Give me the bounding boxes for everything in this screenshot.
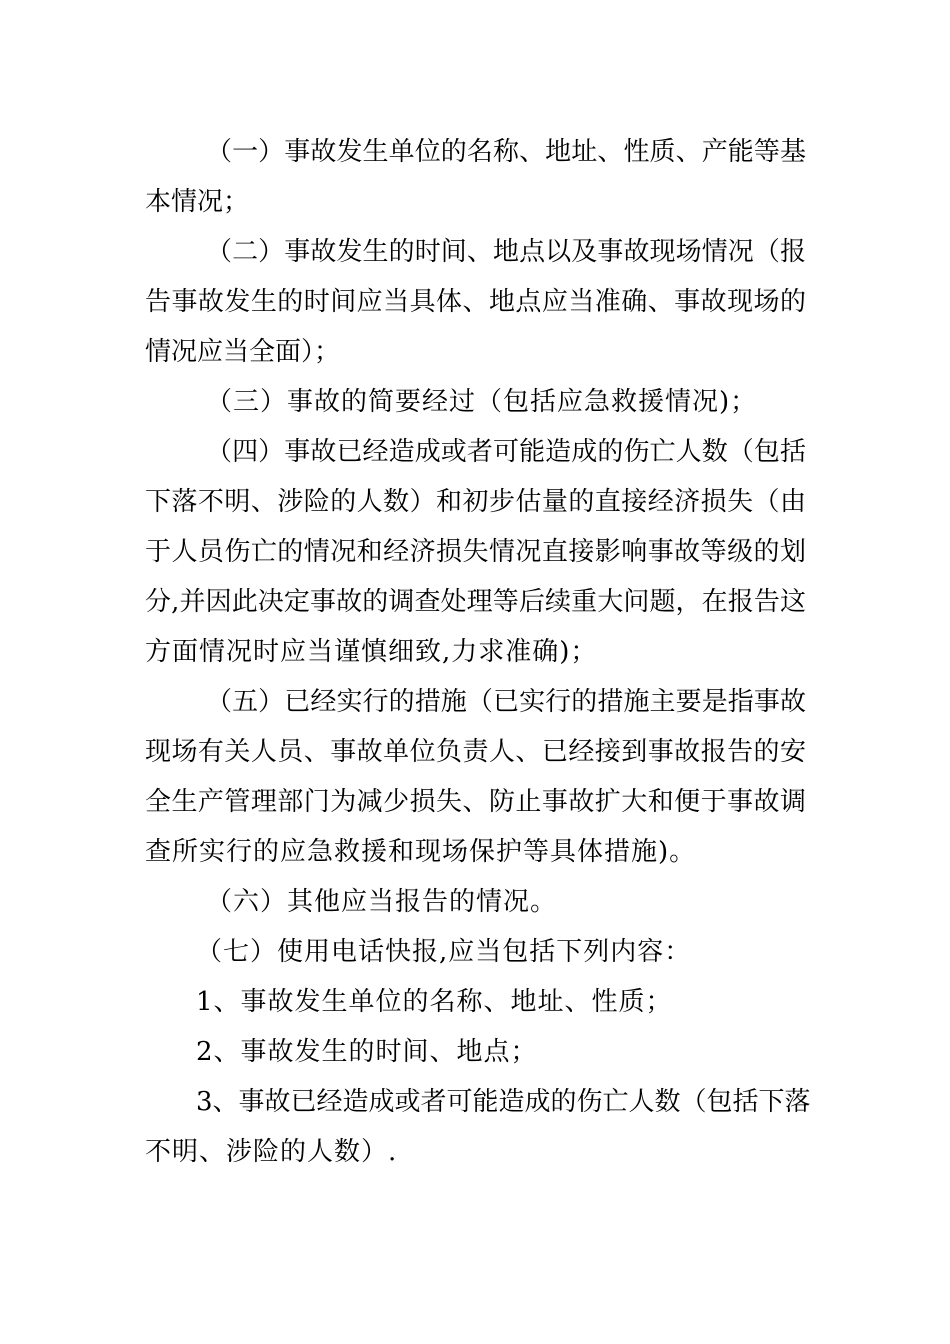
text-line: 于人员伤亡的情况和经济损失情况直接影响事故等级的划 xyxy=(145,537,806,567)
text-line: （一）事故发生单位的名称、地址、性质、产能等基 xyxy=(206,137,806,167)
text-line: （二）事故发生的时间、地点以及事故现场情况（报 xyxy=(206,237,806,267)
text-line: （七）使用电话快报,应当包括下列内容： xyxy=(196,937,692,967)
text-line: （四）事故已经造成或者可能造成的伤亡人数（包括 xyxy=(206,437,806,467)
text-line: 1、事故发生单位的名称、地址、性质； xyxy=(196,987,673,1017)
text-line: 告事故发生的时间应当具体、地点应当准确、事故现场的 xyxy=(145,287,806,317)
text-line: （六）其他应当报告的情况。 xyxy=(206,887,558,917)
text-line: 情况应当全面）； xyxy=(145,337,341,367)
text-line: （三）事故的简要经过（包括应急救援情况)； xyxy=(206,387,758,417)
text-line: （五）已经实行的措施（已实行的措施主要是指事故 xyxy=(206,687,806,717)
text-line: 查所实行的应急救援和现场保护等具体措施)。 xyxy=(145,837,697,867)
text-line: 全生产管理部门为减少损失、防止事故扩大和便于事故调 xyxy=(145,787,806,817)
text-line: 3、事故已经造成或者可能造成的伤亡人数（包括下落 xyxy=(196,1087,811,1117)
text-line: 本情况； xyxy=(145,187,250,217)
text-line: 方面情况时应当谨慎细致,力求准确)； xyxy=(145,637,598,667)
text-line: 现场有关人员、事故单位负责人、已经接到事故报告的安 xyxy=(145,737,806,767)
text-line: 下落不明、涉险的人数）和初步估量的直接经济损失（由 xyxy=(145,487,806,517)
text-line: 不明、涉险的人数）. xyxy=(145,1137,398,1167)
text-line: 2、事故发生的时间、地点； xyxy=(196,1037,538,1067)
text-line: 分,并因此决定事故的调查处理等后续重大问题，在报告这 xyxy=(145,587,806,617)
